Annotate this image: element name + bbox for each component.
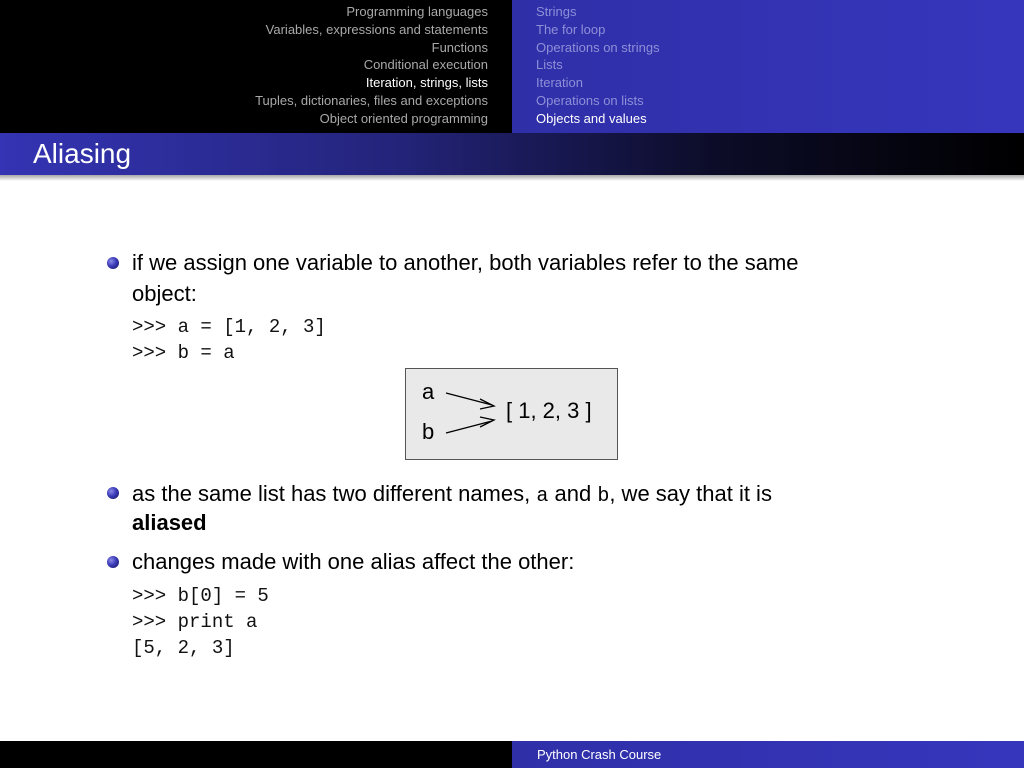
nav-section-variables[interactable]: Variables, expressions and statements <box>265 21 488 37</box>
subsection-navigation <box>512 0 1024 133</box>
header-navigation <box>0 0 1024 133</box>
inline-code-a: a <box>536 485 549 508</box>
section-navigation <box>0 0 512 133</box>
arrow-b-head-icon <box>480 417 494 427</box>
nav-section-tuples-dictionaries[interactable]: Tuples, dictionaries, files and exceptions <box>255 92 488 108</box>
footer <box>0 741 1024 768</box>
diagram-label-b: b <box>422 419 435 444</box>
diagram-arrows <box>406 369 619 461</box>
footer-left <box>0 741 512 768</box>
nav-section-functions[interactable]: Functions <box>431 39 488 55</box>
nav-subsection-operations-on-lists[interactable]: Operations on lists <box>536 92 644 108</box>
inline-code-b: b <box>597 485 610 508</box>
arrow-a-head-icon <box>480 399 494 409</box>
nav-subsection-for-loop[interactable]: The for loop <box>536 21 606 37</box>
bullet-text: changes made with one alias affect the other: <box>132 549 575 574</box>
bullet-text <box>132 479 772 512</box>
arrow-a-icon <box>446 393 492 405</box>
nav-subsection-operations-on-strings[interactable]: Operations on strings <box>536 39 660 55</box>
frame-title: Aliasing <box>33 138 132 169</box>
nav-subsection-objects-and-values[interactable]: Objects and values <box>536 110 647 126</box>
bullet-text-part: as the same list has two different names, <box>132 481 537 506</box>
footer-title: Python Crash Course <box>537 747 662 762</box>
bullet-icon <box>107 556 119 568</box>
arrow-b-icon <box>446 421 492 433</box>
bullet-icon <box>107 487 119 499</box>
bullet-text-part: , we say that it is <box>609 481 772 506</box>
code-line: >>> a = [1, 2, 3] <box>132 316 326 338</box>
bullet-text: object: <box>132 281 197 306</box>
footer-right <box>512 741 1024 768</box>
bullet-text: if we assign one variable to another, both variables refer to the same <box>132 250 799 275</box>
diagram-label-a: a <box>422 379 435 404</box>
frame-title-bar <box>0 133 1024 175</box>
nav-subsection-lists[interactable]: Lists <box>536 57 563 73</box>
code-line: >>> print a <box>132 611 258 633</box>
nav-section-programming-languages[interactable]: Programming languages <box>346 4 488 19</box>
nav-section-object-oriented[interactable]: Object oriented programming <box>319 110 488 126</box>
nav-subsection-strings[interactable]: Strings <box>536 4 577 19</box>
code-line: >>> b = a <box>132 342 235 364</box>
diagram-value-list: [ 1, 2, 3 ] <box>506 398 592 423</box>
code-line: [5, 2, 3] <box>132 637 235 659</box>
nav-subsection-iteration[interactable]: Iteration <box>536 75 583 91</box>
nav-section-conditional-execution[interactable]: Conditional execution <box>363 57 488 73</box>
code-line: >>> b[0] = 5 <box>132 585 269 607</box>
bullet-icon <box>107 257 119 269</box>
bold-term: aliased <box>132 510 207 535</box>
alias-diagram <box>405 368 618 460</box>
nav-section-iteration-strings-lists[interactable]: Iteration, strings, lists <box>365 75 488 91</box>
bullet-text-part: and <box>548 481 598 506</box>
